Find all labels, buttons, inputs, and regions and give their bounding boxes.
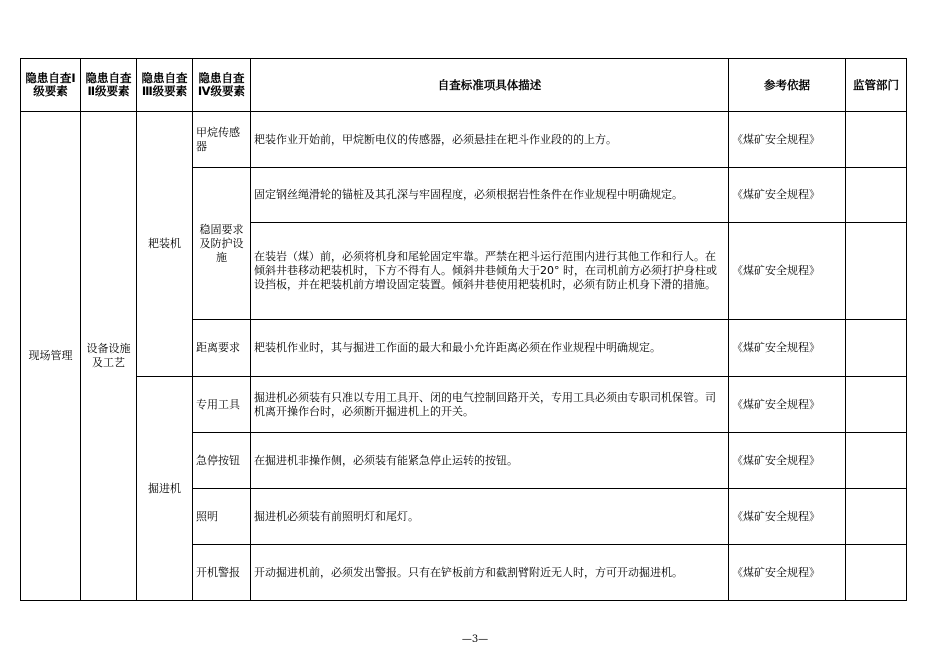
level1-cell: 现场管理 [21, 112, 81, 601]
group-excavator-cell: 掘进机 [137, 377, 193, 601]
supervision-cell [846, 489, 907, 545]
group-loader-cell: 耙装机 [137, 112, 193, 377]
supervision-cell [846, 223, 907, 320]
header-level2: 隐患自查Ⅱ级要素 [81, 59, 137, 112]
supervision-cell [846, 433, 907, 489]
header-level4: 隐患自查Ⅳ级要素 [193, 59, 251, 112]
reference-cell: 《煤矿安全规程》 [729, 433, 846, 489]
reference-cell: 《煤矿安全规程》 [729, 489, 846, 545]
header-level1: 隐患自查Ⅰ级要素 [21, 59, 81, 112]
description-cell: 在掘进机非操作侧，必须装有能紧急停止运转的按钮。 [251, 433, 729, 489]
header-description: 自查标准项具体描述 [251, 59, 729, 112]
item-cell: 稳固要求及防护设施 [193, 168, 251, 320]
reference-cell: 《煤矿安全规程》 [729, 112, 846, 168]
description-cell: 在装岩（煤）前，必须将机身和尾轮固定牢靠。严禁在耙斗运行范围内进行其他工作和行人。在倾斜井巷移动耙装机时，下方不得有人。倾斜井巷倾角大于20° 时，在司机前方必须打护身柱或设挡板，并在耙装机前方增设固定装置。倾斜井巷使用耙装机时，必须有防止机身下滑的措施。 [251, 223, 729, 320]
supervision-cell [846, 545, 907, 601]
page-number: —3— [461, 634, 489, 645]
item-cell: 甲烷传感器 [193, 112, 251, 168]
reference-cell: 《煤矿安全规程》 [729, 223, 846, 320]
item-cell: 急停按钮 [193, 433, 251, 489]
reference-cell: 《煤矿安全规程》 [729, 377, 846, 433]
item-cell: 专用工具 [193, 377, 251, 433]
description-cell: 开动掘进机前，必须发出警报。只有在铲板前方和截割臂附近无人时，方可开动掘进机。 [251, 545, 729, 601]
item-cell: 照明 [193, 489, 251, 545]
supervision-cell [846, 168, 907, 223]
header-level3: 隐患自查Ⅲ级要素 [137, 59, 193, 112]
reference-cell: 《煤矿安全规程》 [729, 320, 846, 377]
table-row [21, 377, 907, 433]
item-cell: 开机警报 [193, 545, 251, 601]
item-cell: 距离要求 [193, 320, 251, 377]
table-row [21, 112, 907, 168]
description-cell: 耙装机作业时，其与掘进工作面的最大和最小允许距离必须在作业规程中明确规定。 [251, 320, 729, 377]
reference-cell: 《煤矿安全规程》 [729, 545, 846, 601]
reference-cell: 《煤矿安全规程》 [729, 168, 846, 223]
hazard-checklist-table [20, 58, 907, 601]
supervision-cell [846, 112, 907, 168]
description-cell: 掘进机必须装有只准以专用工具开、闭的电气控制回路开关，专用工具必须由专职司机保管。司机离开操作台时，必须断开掘进机上的开关。 [251, 377, 729, 433]
description-cell: 掘进机必须装有前照明灯和尾灯。 [251, 489, 729, 545]
description-cell: 固定钢丝绳滑轮的锚桩及其孔深与牢固程度，必须根据岩性条件在作业规程中明确规定。 [251, 168, 729, 223]
header-row [21, 59, 907, 112]
header-reference: 参考依据 [729, 59, 846, 112]
level2-cell: 设备设施及工艺 [81, 112, 137, 601]
supervision-cell [846, 377, 907, 433]
supervision-cell [846, 320, 907, 377]
description-cell: 耙装作业开始前，甲烷断电仪的传感器，必须悬挂在耙斗作业段的的上方。 [251, 112, 729, 168]
header-supervision: 监管部门 [846, 59, 907, 112]
